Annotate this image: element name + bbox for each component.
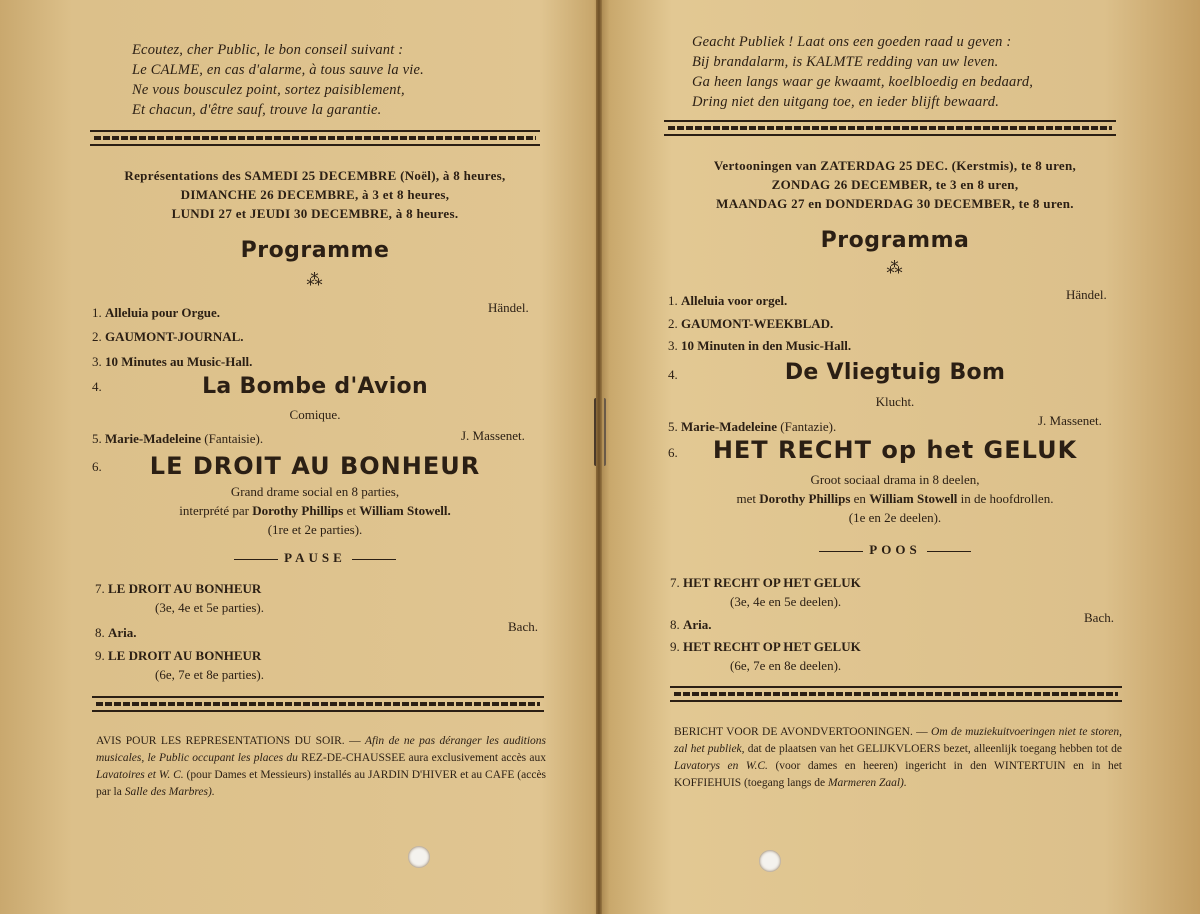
left-poem-line-1: Ecoutez, cher Public, le bon conseil suivant : [132,42,404,58]
left-item-5-composer: J. Massenet. [461,428,525,443]
left-item-9 [95,647,261,665]
left-item-9-parts: (6e, 7e et 8e parties). [155,667,265,682]
right-item-5-num: 5. [668,419,678,434]
right-item-6-actor1: Dorothy Phillips [759,491,851,506]
right-item-8-composer: Bach. [1084,610,1114,625]
left-item-6-details [80,482,550,539]
left-item-4-num: 4. [92,379,102,394]
left-poem-line-2: Le CALME, en cas d'alarme, à tous sauve la vie. [132,62,424,78]
right-item-6-actor2: William Stowell [869,491,958,506]
right-item-9-title: HET RECHT OP HET GELUK [683,639,861,654]
right-poem [692,32,1033,112]
right-item-6-details [640,470,1150,527]
right-item-7-num: 7. [670,575,680,590]
right-item-6-line1: Groot sociaal drama in 8 deelen, [810,472,980,487]
right-perf-line-1: Vertooningen van ZATERDAG 25 DEC. (Kerstmis), te 8 uren, [713,158,1077,173]
left-item-9-title: LE DROIT AU BONHEUR [108,648,262,663]
right-item-5-title: Marie-Madeleine [681,419,778,434]
left-item-1-num: 1. [92,305,102,320]
right-item-6-title: HET RECHT op het GELUK [712,436,1078,464]
left-item-6-line2 [80,501,550,520]
right-item-4-title: De Vliegtuig Bom [784,360,1006,385]
left-item-2-title: GAUMONT-JOURNAL. [105,329,244,344]
right-item-7-parts: (3e, 4e en 5e deelen). [730,594,842,609]
right-item-1-composer: Händel. [1066,287,1107,302]
right-item-6-and: en [853,491,866,506]
left-item-5-title: Marie-Madeleine [105,431,202,446]
left-pause-rule-left [234,559,278,560]
right-item-2 [668,315,833,333]
left-item-3-title: 10 Minutes au Music-Hall. [105,354,253,369]
right-item-7-title: HET RECHT OP HET GELUK [683,575,861,590]
right-divider-bottom [670,686,1122,702]
right-notice-italic: Om de muziekuitvoeringen niet te storen, zal het publiek, [674,726,1122,755]
left-item-6-and: et [346,503,356,518]
right-item-7 [670,574,861,592]
right-item-5-genre: (Fantazie). [780,419,837,434]
right-perf-line-3: MAANDAG 27 en DONDERDAG 30 DECEMBER, te 8 uren. [716,196,1074,211]
left-divider-bottom [92,696,544,712]
left-item-4-sub: Comique. [289,407,341,422]
right-item-2-title: GAUMONT-WEEKBLAD. [681,316,834,331]
left-item-8-num: 8. [95,625,105,640]
right-item-8-num: 8. [670,617,680,632]
right-divider-top [664,120,1116,136]
left-perf-line-3: LUNDI 27 et JEUDI 30 DECEMBRE, à 8 heures. [171,206,459,221]
left-pause-rule-right [352,559,396,560]
right-item-4-sub: Klucht. [875,394,915,409]
right-item-4-num: 4. [668,367,678,382]
right-poem-line-3: Ga heen langs waar ge kwaamt, koelbloedig en bedaard, [692,74,1034,90]
left-notice [96,733,546,801]
right-notice [674,724,1122,792]
left-page [0,0,597,914]
right-notice-lead: BERICHT VOOR DE AVONDVERTOONINGEN. — [674,726,928,738]
left-item-6-pre: interprété par [179,503,249,518]
right-item-3-title: 10 Minuten in den Music-Hall. [681,338,852,353]
left-item-6-line1: Grand drame social en 8 parties, [230,484,400,499]
right-perf-line-2: ZONDAG 26 DECEMBER, te 3 en 8 uren, [771,177,1019,192]
left-item-5 [92,430,263,448]
right-item-1-num: 1. [668,293,678,308]
left-notice-italic: Afin de ne pas déranger les auditions musicales, le Public occupant les places du [96,735,547,764]
left-item-5-genre: (Fantaisie). [204,431,264,446]
left-notice-rest2: (pour Dames et Messieurs) installés au JARDIN D'HIVER et au CAFE (accès par la [96,769,547,798]
left-item-9-num: 9. [95,648,105,663]
right-page [600,0,1200,914]
left-notice-lead: AVIS POUR LES REPRESENTATIONS DU SOIR. — [96,735,361,747]
right-item-3-num: 3. [668,338,678,353]
right-ornament-icon: ⁂ [886,260,904,277]
left-notice-rest: REZ-DE-CHAUSSEE aura exclusivement accès aux [301,752,547,764]
right-item-3 [668,337,851,355]
left-programme-title: Programme [240,238,390,263]
left-item-1 [92,304,220,322]
right-poem-line-4: Dring niet den uitgang toe, en ieder blijft bewaard. [692,94,1000,110]
right-poem-line-2: Bij brandalarm, is KALMTE redding van uw leven. [692,54,999,70]
right-item-6-line2 [640,489,1150,508]
left-poem-line-3: Ne vous bousculez point, sortez paisiblement, [132,82,405,98]
left-poem [132,40,424,120]
left-perf-line-1: Représentations des SAMEDI 25 DECEMBRE (Noël), à 8 heures, [124,168,506,183]
left-item-8-title: Aria. [108,625,137,640]
right-item-9-parts: (6e, 7e en 8e deelen). [730,658,842,673]
left-binding-hole [408,846,430,868]
left-item-2-num: 2. [92,329,102,344]
right-item-6-pre: met [736,491,757,506]
right-item-5 [668,418,836,436]
left-item-8 [95,624,137,642]
left-perf-line-2: DIMANCHE 26 DECEMBRE, à 3 et 8 heures, [180,187,450,202]
left-item-7-title: LE DROIT AU BONHEUR [108,581,262,596]
right-item-8-title: Aria. [683,617,712,632]
right-notice-rest: dat de plaatsen van het GELIJKVLOERS bezet, alleenlijk toegang hebben tot de [747,743,1122,755]
right-pause-label: POOS [869,542,921,557]
right-item-9 [670,638,861,656]
left-item-8-composer: Bach. [508,619,538,634]
left-item-6-actor1: Dorothy Phillips [252,503,344,518]
left-item-1-title: Alleluia pour Orgue. [105,305,220,320]
left-item-6-num: 6. [92,459,102,474]
left-notice-salle: Salle des Marbres). [124,786,215,798]
right-binding-hole [759,850,781,872]
left-item-6-title: LE DROIT AU BONHEUR [149,452,481,480]
left-notice-lavatories: Lavatoires et W. C. [96,769,184,781]
right-item-1-title: Alleluia voor orgel. [681,293,788,308]
right-item-8 [670,616,712,634]
right-item-6-num: 6. [668,445,678,460]
left-item-5-num: 5. [92,431,102,446]
right-item-9-num: 9. [670,639,680,654]
left-item-3 [92,353,252,371]
right-pause-rule-left [819,551,863,552]
right-pause-rule-right [927,551,971,552]
left-item-4-title: La Bombe d'Avion [202,374,428,399]
left-item-7-parts: (3e, 4e et 5e parties). [155,600,265,615]
left-pause-label: PAUSE [284,550,346,565]
right-poem-line-1: Geacht Publiek ! Laat ons een goeden raad u geven : [692,34,1012,50]
right-pause [660,542,1130,558]
left-item-1-composer: Händel. [488,300,529,315]
left-ornament-icon: ⁂ [306,272,324,289]
right-item-6-parts: (1e en 2e deelen). [848,510,942,525]
right-item-1 [668,292,787,310]
left-divider-top [90,130,540,146]
right-notice-salle: Marmeren Zaal). [827,777,907,789]
right-programme-title: Programma [820,228,970,253]
left-performances [80,166,550,223]
left-item-3-num: 3. [92,354,102,369]
right-item-5-composer: J. Massenet. [1038,413,1102,428]
left-item-2 [92,328,244,346]
left-poem-line-4: Et chacun, d'être sauf, trouve la garantie. [132,102,382,118]
left-item-7-num: 7. [95,581,105,596]
right-performances [660,156,1130,213]
left-item-7 [95,580,261,598]
right-item-6-post: in de hoofdrollen. [960,491,1054,506]
left-item-6-parts: (1re et 2e parties). [267,522,363,537]
left-pause [80,550,550,566]
left-item-6-actor2: William Stowell. [359,503,451,518]
right-item-2-num: 2. [668,316,678,331]
right-notice-rest2: (voor dames en heeren) ingericht in den WINTERTUIN en in het KOFFIEHUIS (toegang langs de [674,760,1122,789]
right-notice-lavatories: Lavatorys en W.C. [674,760,768,772]
